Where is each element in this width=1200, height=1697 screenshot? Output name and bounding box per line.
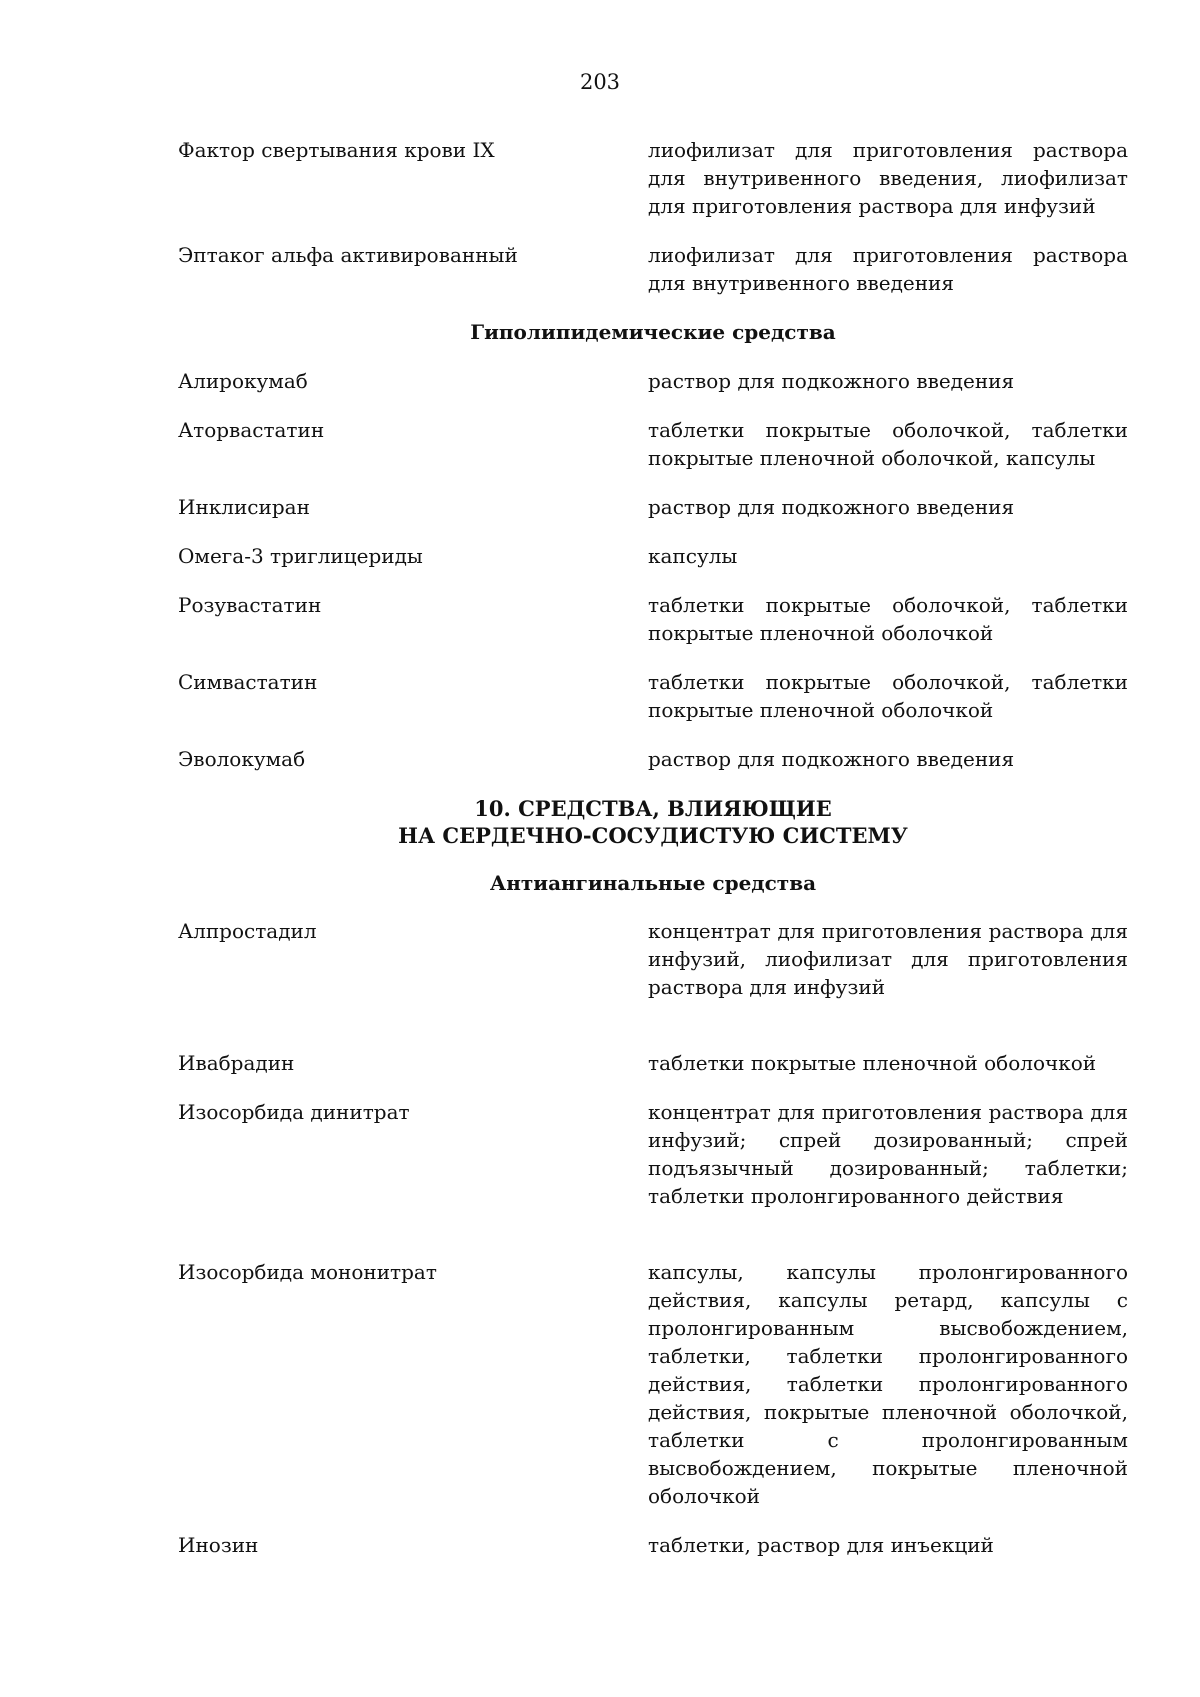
list-entry — [178, 591, 1128, 647]
list-entry — [178, 745, 1128, 773]
drug-name: Алирокумаб — [178, 369, 308, 393]
dosage-form: концентрат для приготовления раствора для инфузий; спрей дозированный; спрей подъязычный дозированный; таблетки; таблетки пролонгированного действия — [648, 1100, 1128, 1208]
drug-name: Фактор свертывания крови IX — [178, 138, 495, 162]
list-entry — [178, 241, 1128, 297]
list-entry — [178, 367, 1128, 395]
list-entry — [178, 1258, 1128, 1510]
section-title — [178, 795, 1128, 849]
dosage-form: раствор для подкожного введения — [648, 495, 1015, 519]
drug-name: Омега-3 триглицериды — [178, 544, 423, 568]
list-entry — [178, 1531, 1128, 1559]
dosage-form: концентрат для приготовления раствора для инфузий, лиофилизат для приготовления раствора для инфузий — [648, 919, 1128, 999]
document-body — [178, 136, 1128, 1559]
drug-name: Изосорбида мононитрат — [178, 1260, 437, 1284]
list-entry — [178, 542, 1128, 570]
dosage-form: таблетки покрытые пленочной оболочкой — [648, 1051, 1097, 1075]
list-entry — [178, 1098, 1128, 1210]
drug-name: Розувастатин — [178, 593, 322, 617]
list-entry — [178, 668, 1128, 724]
dosage-form: капсулы, капсулы пролонгированного действия, капсулы ретард, капсулы с пролонгированным высвобождением, таблетки, таблетки пролонгированного действия, таблетки пролонгированного действия, покрытые пленочной оболочкой, таблетки с пролонгированным высвобождением, покрытые пленочной оболочкой — [648, 1260, 1128, 1508]
list-entry — [178, 917, 1128, 1001]
dosage-form: раствор для подкожного введения — [648, 747, 1015, 771]
dosage-form: капсулы — [648, 544, 738, 568]
drug-name: Алпростадил — [178, 919, 317, 943]
section-title-line: НА СЕРДЕЧНО-СОСУДИСТУЮ СИСТЕМУ — [398, 823, 908, 848]
dosage-form: таблетки покрытые оболочкой, таблетки покрытые пленочной оболочкой, капсулы — [648, 418, 1128, 470]
drug-name: Ивабрадин — [178, 1051, 295, 1075]
section-title-line: 10. СРЕДСТВА, ВЛИЯЮЩИЕ — [474, 796, 832, 821]
drug-name: Изосорбида динитрат — [178, 1100, 410, 1124]
drug-name: Инклисиран — [178, 495, 310, 519]
list-entry — [178, 416, 1128, 472]
dosage-form: таблетки, раствор для инъекций — [648, 1533, 994, 1557]
dosage-form: таблетки покрытые оболочкой, таблетки покрытые пленочной оболочкой — [648, 593, 1128, 645]
drug-name: Симвастатин — [178, 670, 318, 694]
dosage-form: таблетки покрытые оболочкой, таблетки покрытые пленочной оболочкой — [648, 670, 1128, 722]
page-number: 203 — [579, 70, 621, 94]
list-entry — [178, 1049, 1128, 1077]
subsection-heading: Антиангинальные средства — [489, 871, 817, 895]
list-entry — [178, 136, 1128, 220]
drug-name: Инозин — [178, 1533, 259, 1557]
dosage-form: лиофилизат для приготовления раствора для внутривенного введения, лиофилизат для приготовления раствора для инфузий — [648, 138, 1128, 218]
drug-name: Эволокумаб — [178, 747, 306, 771]
subsection-heading: Гиполипидемические средства — [470, 320, 836, 344]
drug-name: Эптаког альфа активированный — [178, 243, 518, 267]
drug-name: Аторвастатин — [178, 418, 325, 442]
dosage-form: раствор для подкожного введения — [648, 369, 1015, 393]
dosage-form: лиофилизат для приготовления раствора для внутривенного введения — [648, 243, 1128, 295]
list-entry — [178, 493, 1128, 521]
